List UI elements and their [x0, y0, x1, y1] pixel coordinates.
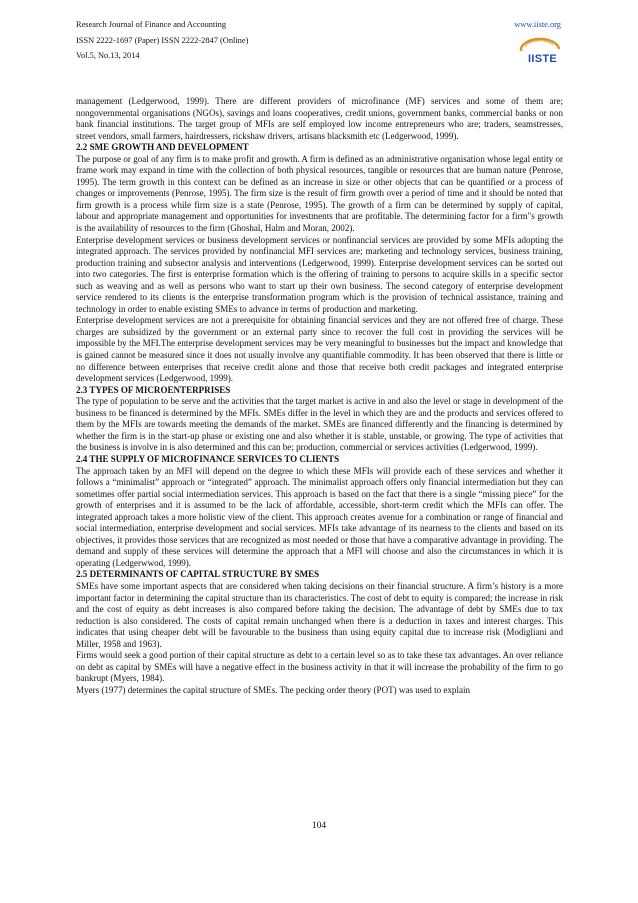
- journal-title: Research Journal of Finance and Accounting: [76, 20, 227, 29]
- section-heading-2-4: 2.4 THE SUPPLY OF MICROFINANCE SERVICES TO CLIENTS: [76, 453, 340, 464]
- article-body: [76, 96, 563, 696]
- paragraph: SMEs have some important aspects that are considered when taking decisions on their financial structure. A firm’s history is a more important factor in determining the capital structure than its characteristics. The cost of debt to equity is compared; the increase in risk and the cost of equity as debt increases is also compared before taking the decision. The advantage of debt by SMEs due to tax reduction is also considered. The costs of capital remain unchanged when there is a deduction in taxes and interest charges. This indicates that using cheaper debt will be favourable to the business than using equity capital due to increase risk (Modigliani and Miller, 1958 and 1963).: [76, 580, 563, 649]
- paragraph: The purpose or goal of any firm is to make profit and growth. A firm is defined as an administrative organisation whose legal entity or frame work may expand in time with the collection of both physical resources, tangible or resources that are human nature (Penrose, 1995). The term growth in this context can be defined as an increase in size or other objects that can be quantified or a process of changes or improvements (Penrose, 1995). The firm size is the result of firm growth over a period of time and it should be noted that firm growth is a process while firm size is a state (Penrose, 1995). The growth of a firm can be determined by supply of capital, labour and appropriate management and opportunities for investments that are profitable. The determining factor for a firm"s growth is the availability of resources to the firm (Ghoshal, Halm and Moran, 2002).: [76, 153, 563, 234]
- paragraph: Myers (1977) determines the capital structure of SMEs. The pecking order theory (POT) was used to explain: [76, 684, 471, 695]
- page-header: [76, 17, 563, 97]
- paragraph: management (Ledgerwood, 1999). There are different providers of microfinance (MF) services and some of them are; nongovernmental organisations (NGOs), savings and loans cooperatives, credit unions, government banks, commercial banks or non bank financial institutions. The target group of MFIs are self employed low income entrepreneurs who are; traders, seamstresses, street vendors, small farmers, hairdressers, rickshaw drivers, artisans blacksmith etc (Ledgerwood, 1999).: [76, 96, 563, 141]
- issn-line: ISSN 2222-1697 (Paper) ISSN 2222-2847 (Online): [76, 35, 249, 45]
- logo-wordmark: IISTE: [527, 53, 557, 65]
- section-heading-2-5: 2.5 DETERMINANTS OF CAPITAL STRUCTURE BY SMES: [76, 569, 320, 580]
- paragraph: Enterprise development services or business development services or nonfinancial services are provided by some MFIs adopting the integrated approach. The services provided by nonfinancial MFI services are; marketing and technology services, business training, production training and subsector analysis and interventions (Ledgerwood, 1999). Enterprise development services can be sorted out into two categories. The first is enterprise formation which is the offering of training to persons to acquire skills in a specific sector such as weaving and as well as persons who want to start up their own business. The second category of enterprise development service rendered to its clients is the enterprise transformation program which is the provision of technical assistance, training and technology in order to enable existing SMEs to advance in terms of production and marketing.: [76, 234, 563, 314]
- section-heading-2-2: 2.2 SME GROWTH AND DEVELOPMENT: [76, 142, 249, 153]
- paragraph: Enterprise development services are not a prerequisite for obtaining financial services and they are not offered free of charge. These charges are subsidized by the government or an external party since to recover the full cost in providing the services will be impossible by the MFI.The enterprise development services may be very meaningful to businesses but the impact and knowledge that is gained cannot be measured since it does not usually involve any quantifiable commodity. It has been observed that there is little or no difference between enterprises that receive credit alone and those that receive both credit packages and integrated enterprise development services (Ledgerwood, 1999).: [76, 315, 563, 384]
- paragraph: The approach taken by an MFI will depend on the degree to which these MFIs will provide each of these services and whether it follows a “minimalist” approach or “integrated” approach. The minimalist approach offers only financial intermediation but they can sometimes offer partial social intermediation services. This approach is based on the fact that there is a single “missing piece” for the growth of enterprises and it is assumed to be the lack of affordable, accessible, short-term credit which the MFIs can offer. The integrated approach takes a more holistic view of the client. This approach creates avenue for a combination or range of financial and social intermediation, enterprise development and social services. MFIs take advantage of its nearness to the clients and based on its objectives, it provides those services that are recognized as most needed or those that have a comparative advantage in providing. The demand and supply of these services will determine the approach that a MFI will choose and also the circumstances in which it is operating (Ledgerwwod, 1999).: [76, 465, 563, 568]
- volume-line: Vol.5, No.13, 2014: [76, 51, 140, 60]
- paragraph: Firms would seek a good portion of their capital structure as debt to a certain level so as to take these tax advantages. An over reliance on debt as capital by SMEs will have a negative effect in the business activity in that it will increase the probability of the firm to go bankrupt (Myers, 1984).: [76, 650, 563, 684]
- section-heading-2-3: 2.3 TYPES OF MICROENTERPRISES: [76, 384, 231, 395]
- journal-url-link[interactable]: www.iiste.org: [514, 20, 561, 29]
- paragraph: The type of population to be serve and the activities that the target market is active in and also the level or stage in development of the business to be financed is determined by the MFIs. SMEs differ in the level in which they are and the products and services offered to them by the MFIs are towards meeting the demands of the market. SMEs are financed differently and the financing is determined by whether the firm is in the start-up phase or existing one and also whether it is stable, unstable, or growing. The type of activities that the business is involve in is also determined and this can be; production, commercial or services activities (Ledgerwood, 1999).: [76, 396, 563, 453]
- page-number: 104: [311, 821, 327, 831]
